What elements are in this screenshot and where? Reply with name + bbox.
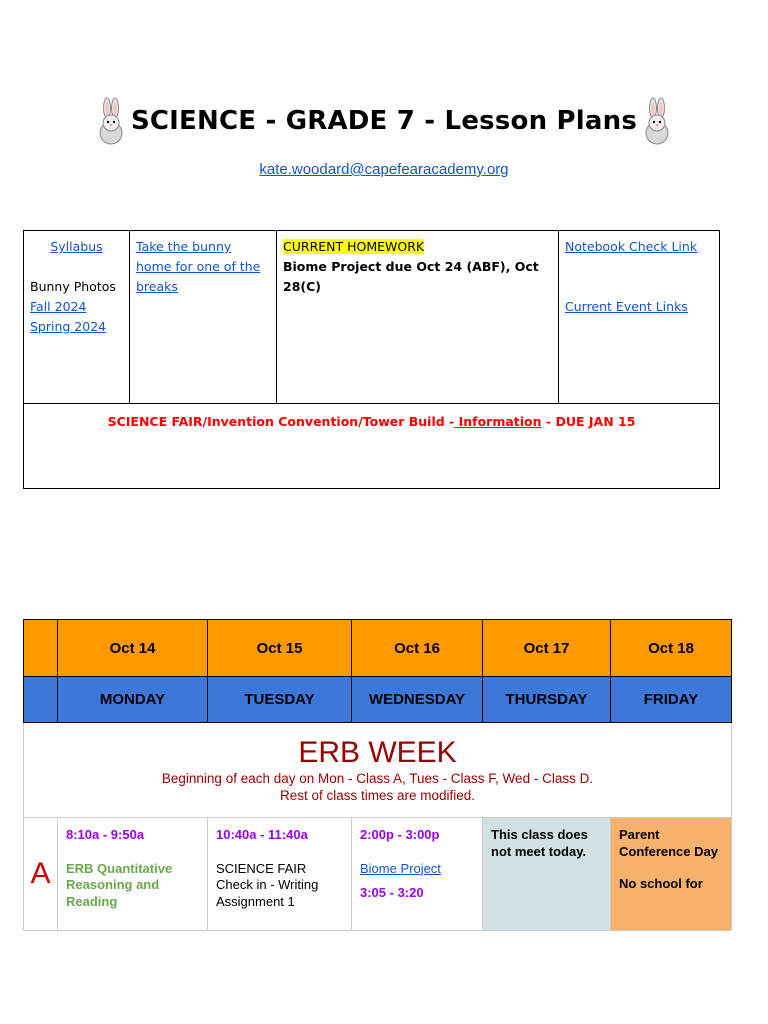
erb-note-1: Beginning of each day on Mon - Class A, Tues - Class F, Wed - Class D.: [161, 771, 594, 786]
class-a-row: [24, 818, 732, 931]
links-table: [23, 230, 720, 489]
email-row: [0, 161, 768, 178]
page-header: [0, 96, 768, 146]
homework-text: Biome Project due Oct 24 (ABF), Oct 28(C): [283, 259, 539, 294]
bunny-icon: [643, 97, 671, 145]
class-activity: SCIENCE FAIR Check in - Writing Assignment 1: [216, 860, 319, 909]
science-fair-due: - DUE JAN 15: [541, 414, 636, 429]
tuesday-cell: [208, 818, 352, 931]
science-fair-info-link[interactable]: Information: [454, 414, 542, 429]
bunny-photos-label: Bunny Photos: [30, 279, 116, 294]
friday-cell: [611, 818, 732, 931]
links-cell-notebook: [559, 231, 720, 404]
current-event-link[interactable]: Current Event Links: [565, 299, 688, 314]
page-title: SCIENCE - GRADE 7 - Lesson Plans: [130, 106, 638, 136]
erb-cell: [24, 723, 732, 818]
date-cell: Oct 16: [352, 620, 483, 677]
monday-cell: [58, 818, 208, 931]
links-cell-syllabus: [24, 231, 130, 404]
thursday-cell: [483, 818, 611, 931]
class-letter: A: [24, 818, 58, 931]
spring-2024-link[interactable]: Spring 2024: [30, 319, 107, 334]
fall-2024-link[interactable]: Fall 2024: [30, 299, 87, 314]
class-time: 10:40a - 11:40a: [216, 827, 308, 842]
date-cell: Oct 18: [611, 620, 732, 677]
class-time: 2:00p - 3:00p: [360, 827, 440, 842]
day-cell: TUESDAY: [208, 677, 352, 723]
erb-row: [24, 723, 732, 818]
erb-title: ERB WEEK: [298, 736, 457, 769]
corner-cell: [24, 620, 58, 677]
science-fair-text: SCIENCE FAIR/Invention Convention/Tower Build -: [107, 414, 455, 429]
notebook-check-link[interactable]: Notebook Check Link: [565, 239, 698, 254]
take-bunny-link[interactable]: Take the bunny home for one of the breaks: [136, 239, 261, 294]
day-row: [24, 677, 732, 723]
bunny-icon: [97, 97, 125, 145]
date-cell: Oct 14: [58, 620, 208, 677]
class-time-2: 3:05 - 3:20: [360, 885, 424, 900]
class-activity: ERB Quantitative Reasoning and Reading: [66, 860, 173, 909]
no-school-note: No school for: [619, 876, 703, 891]
erb-note-2: Rest of class times are modified.: [279, 788, 476, 803]
date-row: [24, 620, 732, 677]
corner-cell: [24, 677, 58, 723]
class-time: 8:10a - 9:50a: [66, 827, 145, 842]
science-fair-cell: [24, 404, 720, 489]
date-cell: Oct 17: [483, 620, 611, 677]
schedule-table: [23, 619, 732, 931]
homework-heading: CURRENT HOMEWORK: [283, 239, 425, 254]
conference-day: Parent Conference Day: [619, 827, 718, 859]
no-class-note: This class does not meet today.: [491, 827, 588, 859]
day-cell: THURSDAY: [483, 677, 611, 723]
day-cell: FRIDAY: [611, 677, 732, 723]
links-cell-bunny: [130, 231, 277, 404]
homework-cell: [277, 231, 559, 404]
day-cell: WEDNESDAY: [352, 677, 483, 723]
day-cell: MONDAY: [58, 677, 208, 723]
wednesday-cell: [352, 818, 483, 931]
email-link[interactable]: kate.woodard@capefearacademy.org: [259, 161, 509, 178]
date-cell: Oct 15: [208, 620, 352, 677]
biome-project-link[interactable]: Biome Project: [360, 860, 441, 876]
syllabus-link[interactable]: Syllabus: [50, 239, 103, 254]
